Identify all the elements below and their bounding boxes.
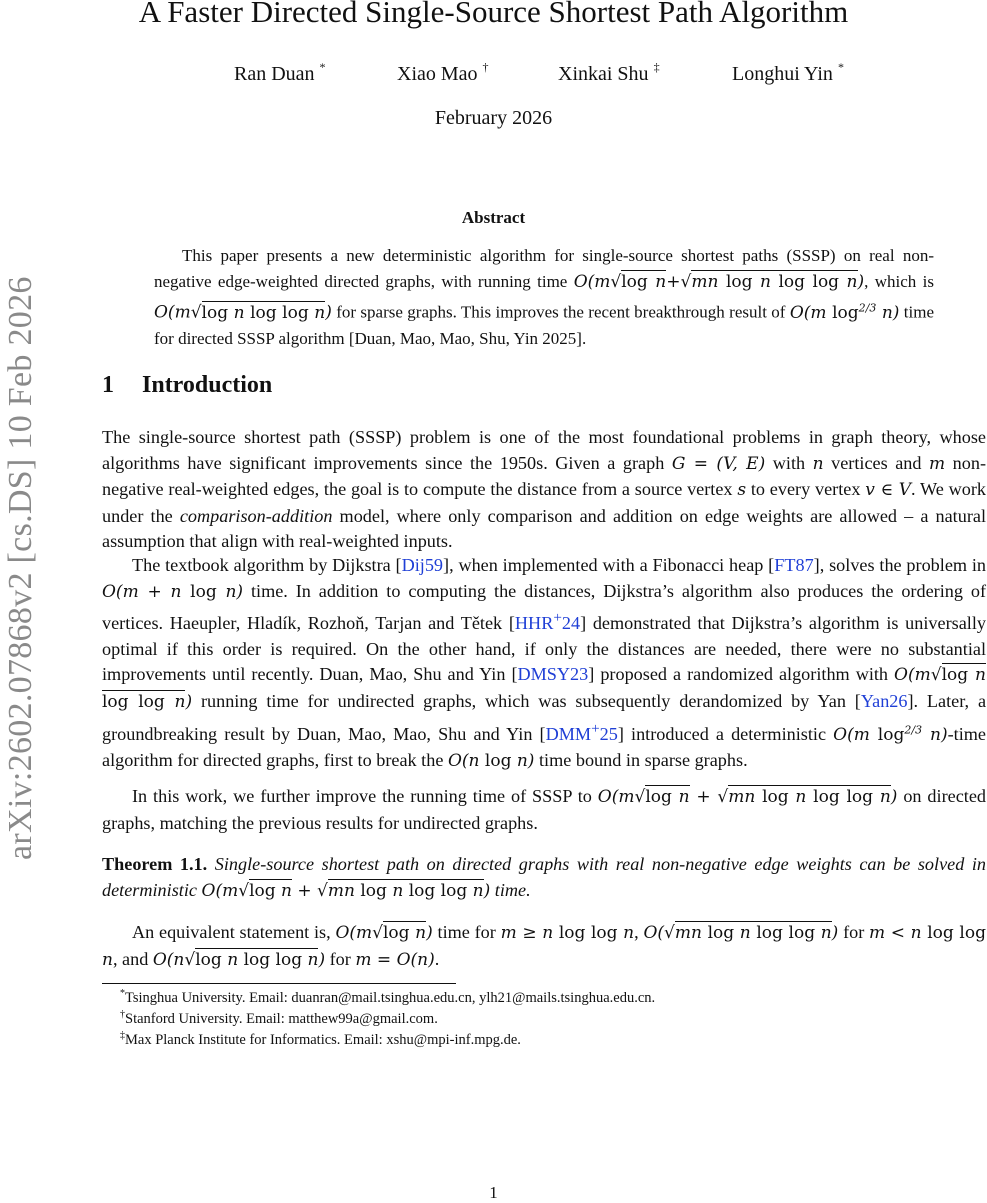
author-name: Xinkai Shu xyxy=(558,63,649,85)
footnote-text: Stanford University. Email: matthew99a@gmail.com. xyxy=(125,1010,438,1027)
math-theorem-runtime: O(m√log n + √mn log n log log n) xyxy=(201,880,491,901)
author-affiliation-mark: * xyxy=(319,60,326,74)
math-sparse-runtime: O(m√log n log log n) xyxy=(154,302,332,323)
math-m: m xyxy=(929,453,946,474)
footnote-divider xyxy=(102,983,456,984)
math-directed-runtime: O(m $\log^{2/3} n$) xyxy=(833,723,948,745)
author-name: Xiao Mao xyxy=(397,63,478,85)
math-new-runtime: O(m√log n + √mn log n log log n) xyxy=(597,787,898,807)
citation-hhr24[interactable]: HHR+24 xyxy=(514,609,581,634)
math-sparse-condition: m < n log log n xyxy=(102,923,986,970)
paper-title: A Faster Directed Single-Source Shortest Path Algorithm xyxy=(138,0,849,29)
math-s: s xyxy=(737,480,747,501)
citation-dmsy23[interactable]: DMSY23 xyxy=(517,664,589,685)
citation-dij59[interactable]: Dij59 xyxy=(401,555,444,575)
footnote-mark: ‡ xyxy=(120,1030,125,1041)
arxiv-identifier-stamp xyxy=(0,200,40,860)
math-dense-condition: m ≥ n log log n xyxy=(500,923,635,943)
author-affiliation-mark: † xyxy=(482,60,489,74)
abstract-heading: Abstract xyxy=(461,208,526,227)
math-linear-case: O(n√log n log log n) xyxy=(152,949,326,970)
math-linear-condition: m = O(n) xyxy=(355,949,435,970)
intro-paragraph-1: The single-source shortest path (SSSP) problem is one of the most foundational problems in graph theory, whose algorithms have significant improvements since the 1950s. Given a graph G = (V, E) with n vertices and m non-negative real-weighted edges, the goal is to compute the distance from a source vertex s to every vertex v ∈ V. We work under the comparison-addition model, where only comparison and addition on edge weights are allowed – a natural assumption that align with real-weighted inputs. xyxy=(102,427,986,552)
section-number: 1 xyxy=(102,372,114,398)
theorem-1-1: Theorem 1.1. Single-source shortest path on directed graphs with real non-negative edge weights can be solved in deterministic O(m√log n + √mn log n log log n) time. xyxy=(102,854,987,901)
author-affiliation-mark: ‡ xyxy=(653,60,660,74)
author-name: Ran Duan xyxy=(234,63,315,85)
footnote-mark: † xyxy=(120,1009,125,1020)
author-3 xyxy=(558,60,660,86)
intro-paragraph-2: The textbook algorithm by Dijkstra [Dij59], when implemented with a Fibonacci heap [FT87], solves the problem in O(m + n log n) time. In addition to computing the distances, Dijkstra’s algorithm also produces the ordering of vertices. Haeupler, Hladík, Rozhoň, Tarjan and Tětek [HHR+24] demonstrated that Dijkstra’s algorithm is universally optimal if this order is required. On the other hand, if only the distances are needed, there were no substantial improvements until recently. Duan, Mao, Shu and Yin [DMSY23] proposed a randomized algorithm with O(m√log n log log n) running time for undirected graphs, which was subsequently derandomized by Yan [Yan26]. Later, a groundbreaking result by Duan, Mao, Mao, Shu and Yin [DMM+25] introduced a deterministic O(m $\log^{2/3}$ n)-time algorithm for directed graphs, first to break the O(n log n) time bound in sparse graphs. xyxy=(102,555,987,772)
page-number: 1 xyxy=(489,1183,498,1202)
footnote-text: Tsinghua University. Email: duanran@mail.tsinghua.edu.cn, ylh21@mails.tsinghua.edu.cn. xyxy=(125,989,656,1006)
section-title: Introduction xyxy=(142,372,273,398)
math-undirected-runtime: O(m√log n log log n) xyxy=(102,665,986,713)
math-sparse-case: O(√mn log n log log n) xyxy=(643,923,839,943)
footnote-text: Max Planck Institute for Informatics. Email: xshu@mpi-inf.mpg.de. xyxy=(125,1031,521,1048)
author-4 xyxy=(732,60,844,86)
footnote-mpi xyxy=(120,1030,521,1049)
section-heading-introduction xyxy=(102,372,272,399)
intro-paragraph-3: In this work, we further improve the running time of SSSP to O(m√log n + √mn log n log log n) on directed graphs, matching the previous results for undirected graphs. xyxy=(102,786,986,833)
citation-ft87[interactable]: FT87 xyxy=(774,555,814,575)
math-prior-runtime: O(m $\log^{2/3} n$) xyxy=(789,301,900,323)
footnote-stanford xyxy=(120,1009,438,1028)
math-runtime: O(m√log n+√mn log n log log n) xyxy=(573,272,865,292)
math-graph: G = (V, E) xyxy=(671,453,766,474)
author-name: Longhui Yin xyxy=(732,63,833,85)
math-sorting-bound: O(n log n) xyxy=(447,751,535,772)
author-1 xyxy=(234,60,326,86)
math-v-in-V: v ∈ V xyxy=(865,480,912,501)
author-2 xyxy=(397,60,489,86)
footnote-mark: * xyxy=(120,988,125,999)
intro-paragraph-4: An equivalent statement is, O(m√log n) time for m ≥ n log log n, O(√mn log n log log n) for m < n log log n, and O(n√log n log log n) for m = O(n). xyxy=(102,922,986,970)
emphasis-model: comparison-addition xyxy=(179,505,333,526)
citation-yan26[interactable]: Yan26 xyxy=(860,691,908,712)
math-dijkstra-runtime: O(m + n log n) xyxy=(102,581,244,602)
publication-date: February 2026 xyxy=(434,107,553,129)
citation-dmm25[interactable]: DMM+25 xyxy=(545,719,618,744)
abstract-body: This paper presents a new deterministic algorithm for single-source shortest paths (SSSP) on real non-negative edge-weighted directed graphs, with running time O(m√log n+√mn log n log log n), which is O(m√log n log log n) for sparse graphs. This improves the recent breakthrough result of O(m $\log^{2/3} n$) time for directed SSSP algorithm [Duan, Mao, Mao, Shu, Yin 2025]. xyxy=(154,246,935,348)
math-n: n xyxy=(812,453,824,474)
theorem-label: Theorem 1.1. xyxy=(102,854,208,874)
arxiv-identifier-text: arXiv:2602.07868v2 [cs.DS] 10 Feb 2026 xyxy=(2,276,39,860)
math-dense-case: O(m√log n) xyxy=(335,923,433,943)
footnote-tsinghua xyxy=(120,988,655,1007)
author-affiliation-mark: * xyxy=(837,60,844,74)
